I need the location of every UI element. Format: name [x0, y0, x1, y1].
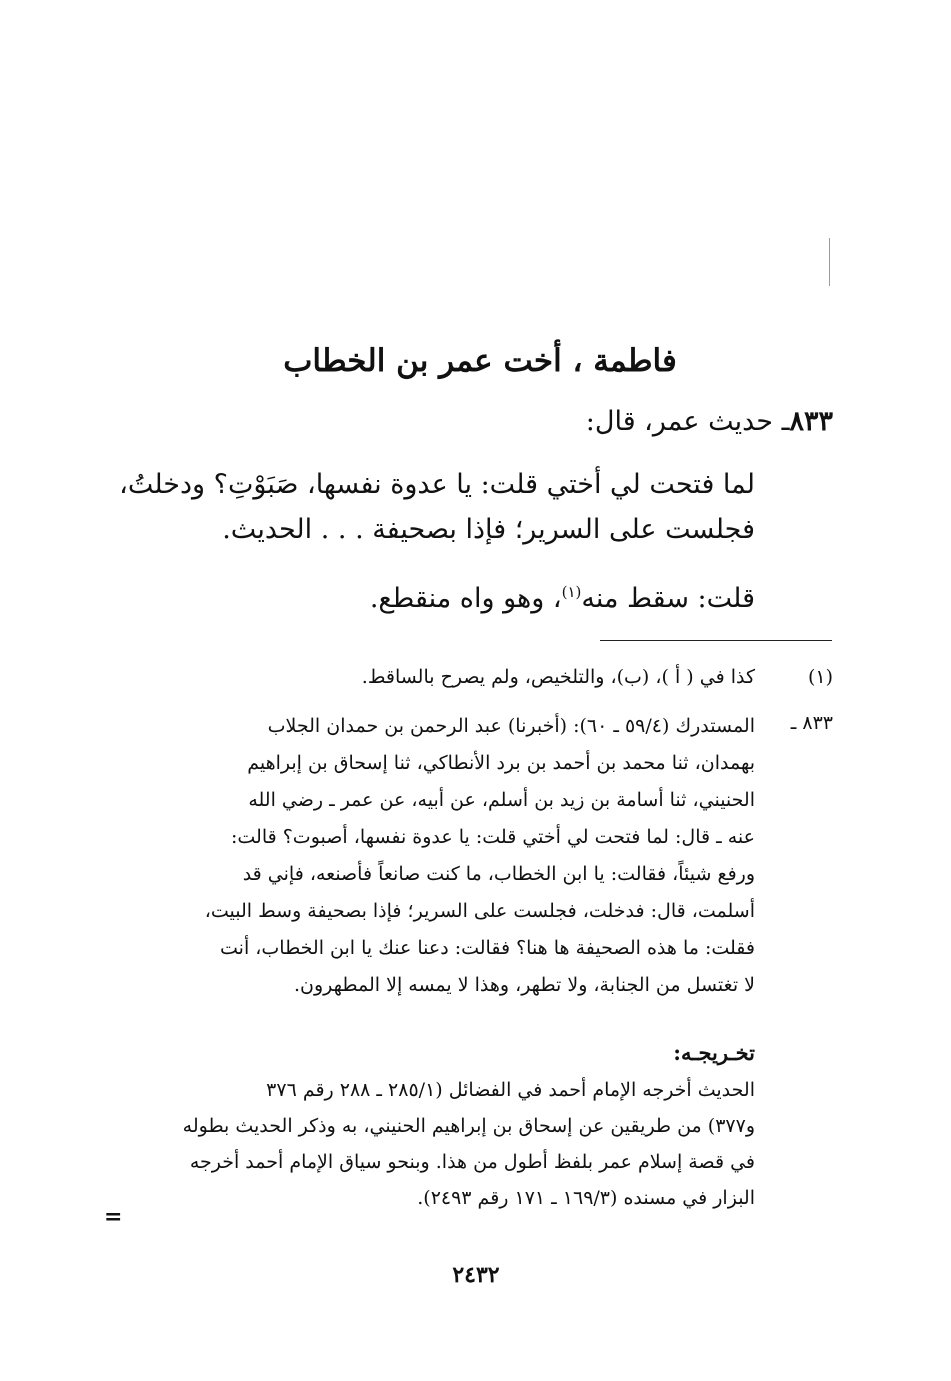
footnote-833 — [0, 708, 951, 1038]
footnote-number: (١) — [807, 666, 833, 688]
continuation-mark: = — [104, 1204, 123, 1230]
takhrij-line: في قصة إسلام عمر بلفظ أطول من هذا. وبنحو سياق الإمام أحمد أخرجه — [189, 1151, 755, 1173]
hadith-line: لما فتحت لي أختي قلت: يا عدوة نفسها، صَبَوْتِ؟ ودخلتُ، — [119, 469, 755, 500]
footnote-line: الحنيني، ثنا أسامة بن زيد بن أسلم، عن أبيه، عن عمر ـ رضي الله — [248, 789, 755, 811]
margin-line — [829, 238, 830, 286]
hadith-intro: ـ حديث عمر، قال: — [585, 406, 790, 437]
hadith-header — [586, 400, 833, 444]
takhrij-heading: تخـريجـه: — [673, 1040, 755, 1065]
takhrij-line: و٣٧٧) من طريقين عن إسحاق بن إبراهيم الحنيني، به وذكر الحديث بطوله — [182, 1115, 755, 1137]
footnote-line: أسلمت، قال: فدخلت، فجلست على السرير؛ فإذا بصحيفة وسط البيت، — [204, 900, 755, 922]
footnote-line: ورفع شيئاً، فقالت: يا ابن الخطاب، ما كنت صانعاً فأصنعه، فإني قد — [242, 863, 755, 885]
takhrij-line: الحديث أخرجه الإمام أحمد في الفضائل (٢٨٥/١ ـ ٢٨٨ رقم ٣٧٦ — [266, 1079, 755, 1101]
footnote-line: بهمدان، ثنا محمد بن أحمد بن برد الأنطاكي، ثنا إسحاق بن إبراهيم — [247, 752, 755, 774]
takhrij-text — [136, 1072, 755, 1216]
footnote-1 — [0, 662, 951, 694]
footnote-line: فقلت: ما هذه الصحيفة ها هنا؟ فقالت: دعنا عنك يا ابن الخطاب، أنت — [220, 937, 755, 959]
hadith-number: ٨٣٣ — [789, 406, 833, 437]
takhrij-line: البزار في مسنده (١٦٩/٣ ـ ١٧١ رقم ٢٤٩٣). — [417, 1187, 755, 1209]
hadith-text — [119, 462, 755, 552]
footnote-line: عنه ـ قال: لما فتحت لي أختي قلت: يا عدوة نفسها، أصبوت؟ قالت: — [230, 826, 755, 848]
author-comment — [370, 570, 755, 621]
footnote-ref: (١) — [561, 583, 582, 601]
footnote-separator — [600, 640, 832, 641]
page-number: ٢٤٣٢ — [452, 1262, 500, 1288]
hadith-line: فجلست على السرير؛ فإذا بصحيفة . . . الحديث. — [222, 514, 755, 545]
footnote-body — [136, 662, 755, 692]
footnote-number: ٨٣٣ ـ — [790, 712, 833, 734]
comment-text: قلت: سقط منه — [581, 583, 755, 614]
section-title: فاطمة ، أخت عمر بن الخطاب — [283, 343, 677, 379]
footnote-body — [136, 708, 755, 1004]
footnote-line: المستدرك (٥٩/٤ ـ ٦٠): (أخبرنا) عبد الرحمن بن حمدان الجلاب — [267, 715, 755, 737]
footnote-line: كذا في ( أ )، (ب)، والتلخيص، ولم يصرح بالساقط. — [361, 666, 755, 688]
footnote-line: لا تغتسل من الجنابة، ولا تطهر، وهذا لا يمسه إلا المطهرون. — [294, 974, 755, 996]
comment-text: ، وهو واه منقطع. — [369, 583, 562, 614]
